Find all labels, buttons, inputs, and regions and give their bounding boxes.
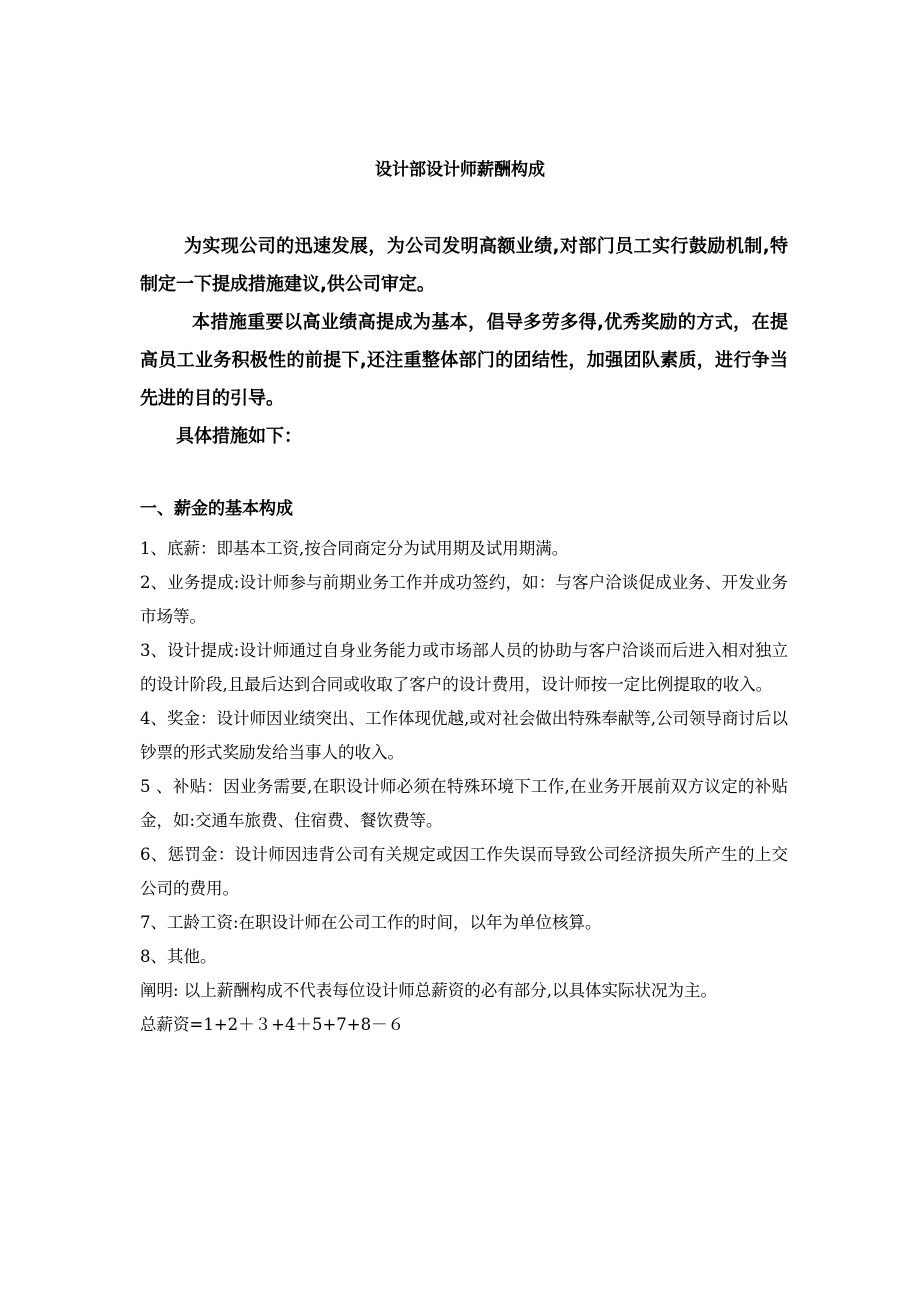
intro-paragraph-3	[140, 418, 788, 456]
intro-paragraph-1	[140, 228, 788, 304]
item-list	[140, 532, 788, 1042]
list-item: 7、工龄工资:在职设计师在公司工作的时间，以年为单位核算。	[140, 913, 602, 932]
list-item: 8、其他。	[140, 947, 217, 966]
intro-text-2: 本措施重要以高业绩高提成为基本，倡导多劳多得,优秀奖励的方式，在提高员工业务积极性的前提下,还注重整体部门的团结性，加强团队素质，进行争当先进的目的引导。	[140, 312, 788, 409]
document-title: 设计部设计师薪酬构成	[375, 160, 545, 180]
list-item: 6、惩罚金：设计师因违背公司有关规定或因工作失误而导致公司经济损失所产生的上交公司的费用。	[140, 845, 788, 898]
list-item: 1、底薪：即基本工资,按合同商定分为试用期及试用期满。	[140, 539, 569, 558]
note-line: 阐明: 以上薪酬构成不代表每位设计师总薪资的必有部分,以具体实际状况为主。	[140, 981, 718, 1000]
intro-text-1: 为实现公司的迅速发展，为公司发明高额业绩,对部门员工实行鼓励机制,特制定一下提成措施建议,供公司审定。	[140, 236, 788, 295]
intro-paragraph-2	[140, 304, 788, 418]
list-item: 3、设计提成:设计师通过自身业务能力或市场部人员的协助与客户洽谈而后进入相对独立的设计阶段,且最后达到合同或收取了客户的设计费用，设计师按一定比例提取的收入。	[140, 641, 788, 694]
section-heading: 一、薪金的基本构成	[140, 499, 293, 519]
list-item: 4、奖金：设计师因业绩突出、工作体现优越,或对社会做出特殊奉献等,公司领导商讨后以钞票的形式奖励发给当事人的收入。	[140, 709, 788, 762]
intro-text-3: 具体措施如下：	[176, 426, 302, 447]
list-item: 5 、补贴：因业务需要,在职设计师必须在特殊环境下工作,在业务开展前双方议定的补贴金，如:交通车旅费、住宿费、餐饮费等。	[140, 777, 788, 830]
list-item: 2、业务提成:设计师参与前期业务工作并成功签约，如：与客户洽谈促成业务、开发业务市场等。	[140, 573, 788, 626]
formula-line: 总薪资=1+2＋３+4＋5+7+8－６	[140, 1015, 405, 1034]
